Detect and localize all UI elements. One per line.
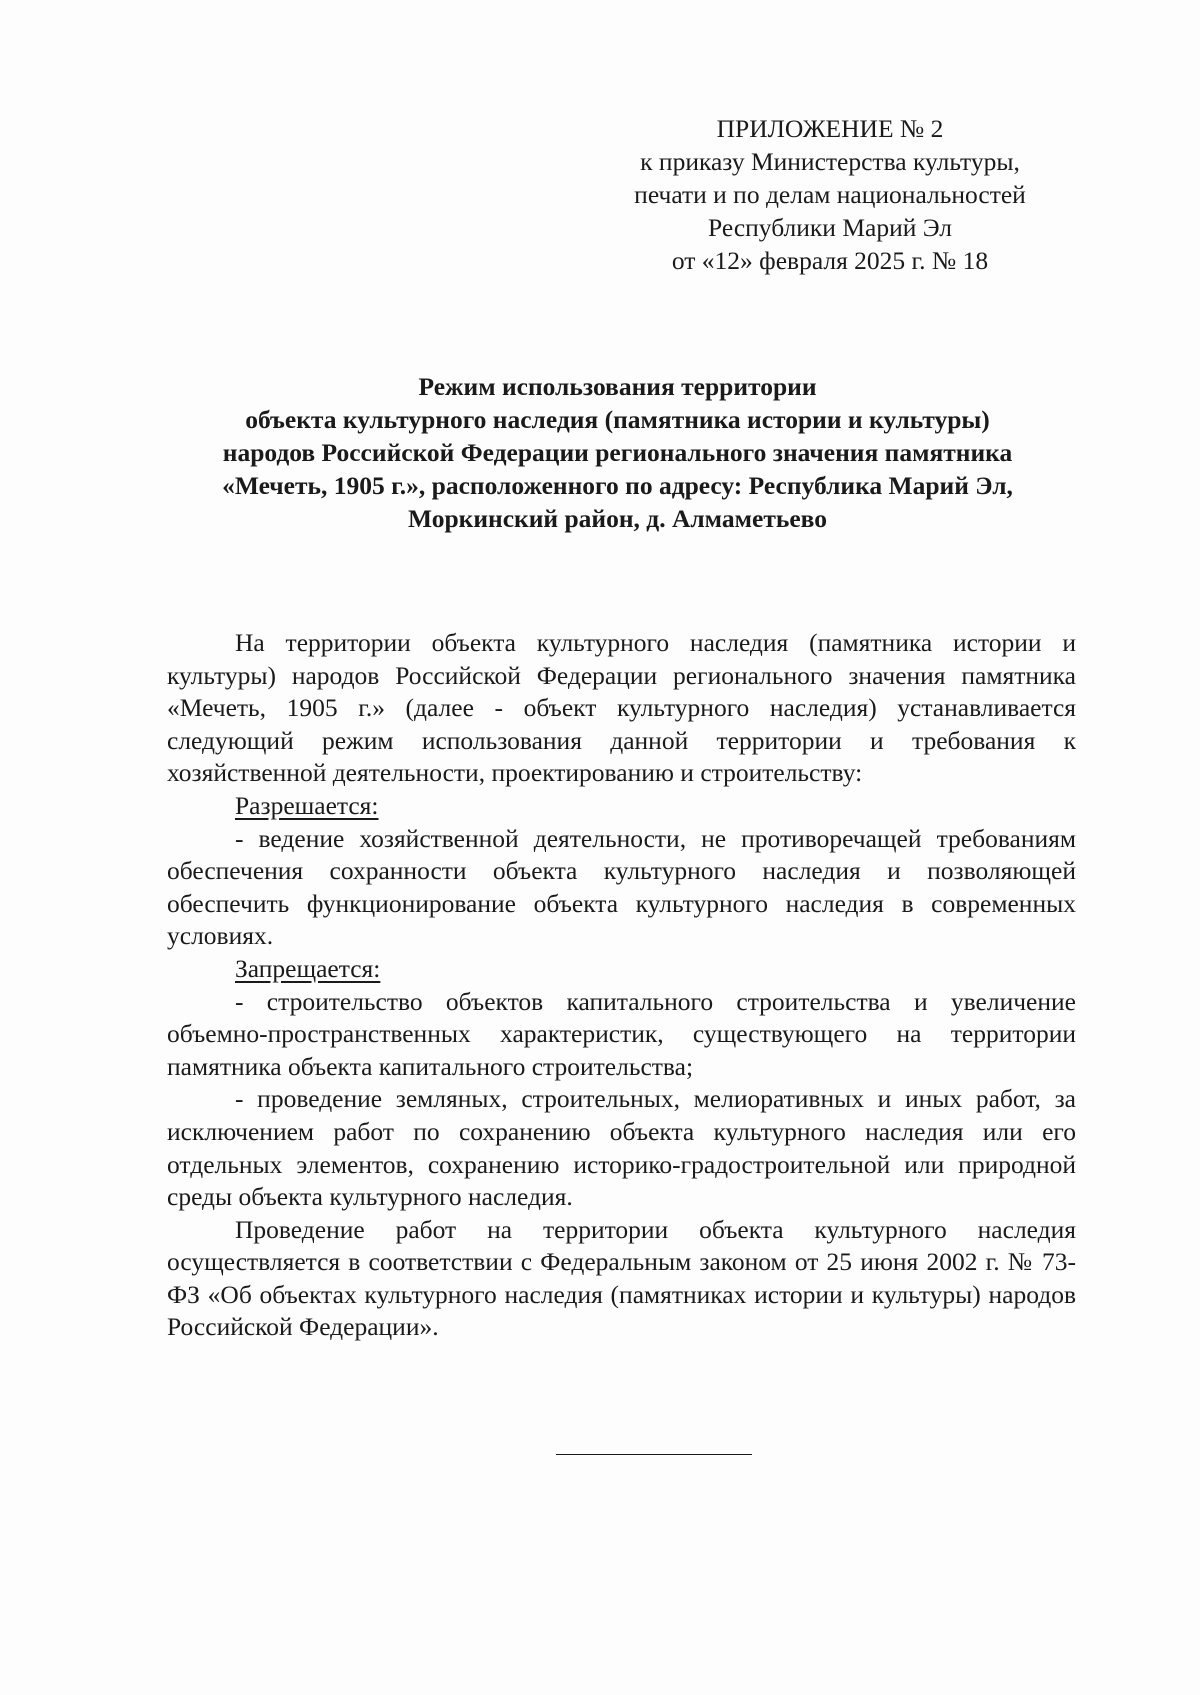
forbidden-item: - строительство объектов капитального строительства и увеличение объемно-пространственных характеристик, существующего на территории памятника объекта капитального строительства; [167, 986, 1076, 1081]
title-line: Режим использования территории [418, 372, 817, 401]
document-body [167, 627, 1076, 1344]
title-line: народов Российской Федерации регионального значения памятника [222, 438, 1013, 467]
appendix-number: ПРИЛОЖЕНИЕ № 2 [716, 114, 944, 143]
appendix-order-ref: к приказу Министерства культуры, [640, 147, 1020, 176]
allowed-item: - ведение хозяйственной деятельности, не противоречащей требованиям обеспечения сохранности объекта культурного наследия и позволяющей обеспечить функционирование объекта культурного наследия в современных условиях. [167, 823, 1076, 951]
document-title [150, 370, 1085, 535]
allowed-heading: Разрешается: [235, 790, 379, 820]
title-line: объекта культурного наследия (памятника истории и культуры) [245, 405, 990, 434]
forbidden-heading: Запрещается: [235, 953, 381, 983]
closing-paragraph: Проведение работ на территории объекта культурного наследия осуществляется в соответствии с Федеральным законом от 25 июня 2002 г. № 73-ФЗ «Об объектах культурного наследия (памятниках истории и культуры) народов Российской Федерации». [167, 1214, 1076, 1342]
end-divider-line [556, 1454, 752, 1455]
intro-paragraph: На территории объекта культурного наследия (памятника истории и культуры) народов Российской Федерации регионального значения памятника «Мечеть, 1905 г.» (далее - объект культурного наследия) устанавливается следующий режим использования данной территории и требования к хозяйственной деятельности, проектированию и строительству: [167, 628, 1076, 788]
appendix-ministry: печати и по делам национальностей [634, 180, 1026, 209]
appendix-header [580, 112, 1080, 277]
title-line: «Мечеть, 1905 г.», расположенного по адресу: Республика Марий Эл, [222, 471, 1013, 500]
appendix-date-number: от «12» февраля 2025 г. № 18 [671, 246, 989, 275]
title-line: Моркинский район, д. Алмаметьево [407, 504, 827, 533]
forbidden-item: - проведение земляных, строительных, мелиоративных и иных работ, за исключением работ по сохранению объекта культурного наследия или его отдельных элементов, сохранению историко-градостроительной или природной среды объекта культурного наследия. [167, 1084, 1076, 1212]
appendix-republic: Республики Марий Эл [708, 213, 952, 242]
